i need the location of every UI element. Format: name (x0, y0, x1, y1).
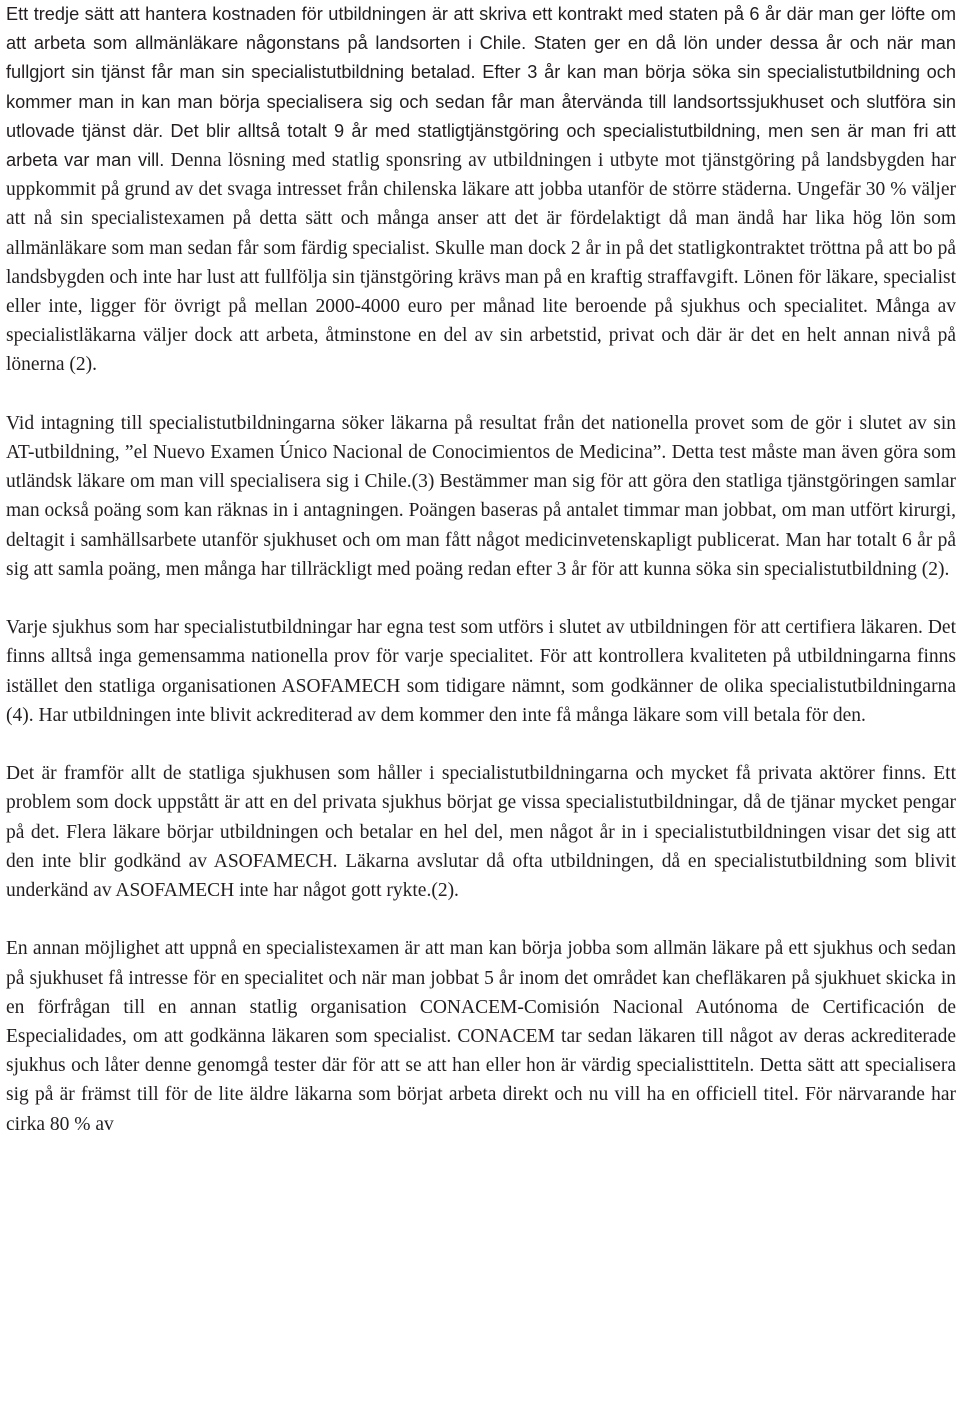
paragraph-certification: Varje sjukhus som har specialistutbildningar har egna test som utförs i slutet av utbildningen för att certifiera läkaren. Det finns alltså inga gemensamma nationella prov för varje specialitet. För att kontrollera kvaliteten på utbildningarna finns istället den statliga organisationen ASOFAMECH som tidigare nämnt, som godkänner de olika specialistutbildningarna (4). Har utbildningen inte blivit ackrediterad av dem kommer den inte få många läkare som vill betala för den. (6, 617, 956, 726)
paragraph-text-serif: Denna lösning med statlig sponsring av utbildningen i utbyte mot tjänstgöring på landsbygden har uppkommit på grund av det svaga intresset från chilenska läkare att jobba utanför de större städerna. Ungefär 30 % väljer att nå sin specialistexamen på detta sätt och många anser att det är fördelaktigt då man ändå har lika hög lön som allmänläkare som man sedan får som färdig specialist. Skulle man dock 2 år in på det statligkontraktet tröttna på att bo på landsbygden och inte har lust att fullfölja sin tjänstgöring krävs man på en kraftig straffavgift. Lönen för läkare, specialist eller inte, ligger för övrigt på mellan 2000-4000 euro per månad lite beroende på sjukhus och specialitet. Många av specialistläkarna väljer dock att arbeta, åtminstone en del av sin arbetstid, privat och där är det en helt annan nivå på lönerna (2). (6, 150, 956, 376)
paragraph-conacem: En annan möjlighet att uppnå en specialistexamen är att man kan börja jobba som allmän läkare på ett sjukhus och sedan på sjukhuset få intresse för en specialitet och när man jobbat 5 år inom det området kan chefläkaren på sjukhuet skicka in en förfrågan till en annan statlig organisation CONACEM-Comisión Nacional Autónoma de Certificación de Especialidades, om att godkänna läkaren som specialist. CONACEM tar sedan läkaren till något av deras ackrediterade sjukhus och låter denne genomgå tester där för att se att han eller hon är värdig specialisttiteln. Detta sätt att specialisera sig på är främst till för de lite äldre läkarna som börjat arbeta direkt och nu vill ha en officiell titel. För närvarande har cirka 80 % av (6, 938, 956, 1135)
paragraph-private-hospitals: Det är framför allt de statliga sjukhusen som håller i specialistutbildningarna och mycket få privata aktörer finns. Ett problem som dock uppstått är att en del privata sjukhus börjat ge vissa specialistutbildningar, då de tjänar mycket pengar på det. Flera läkare börjar utbildningen och betalar en hel del, men något år in i specialistutbildningen visar det sig att den inte blir godkänd av ASOFAMECH. Läkarna avslutar då ofta utbildningen, då en specialistutbildning som blivit underkänd av ASOFAMECH inte har något gott rykte.(2). (6, 763, 956, 902)
paragraph-admission: Vid intagning till specialistutbildningarna söker läkarna på resultat från det nationella provet som de gör i slutet av sin AT-utbildning, ”el Nuevo Examen Único Nacional de Conocimientos de Medicina”. Detta test måste man även göra som utländsk läkare om man vill specialisera sig i Chile.(3) Bestämmer man sig för att göra den statliga tjänstgöringen samlar man också poäng som kan räknas in i antagningen. Poängen baseras på antalet timmar man jobbat, om man utfört kirurgi, deltagit i samhällsarbete utanför sjukhuset och om man fått något medicinvetenskapligt publicerat. Man har totalt 6 år på sig att samla poäng, men många har tillräckligt med poäng redan efter 3 år för att kunna söka sin specialistutbildning (2). (6, 412, 956, 580)
paragraph-state-contract (6, 0, 956, 380)
paragraph-text-sans: Ett tredje sätt att hantera kostnaden för utbildningen är att skriva ett kontrakt med staten på 6 år där man ger löfte om att arbeta som allmänläkare någonstans på landsorten i Chile. Staten ger en då lön under dessa år och när man fullgjort sin tjänst får man sin specialistutbildning betalad. Efter 3 år kan man börja söka sin specialistutbildning och kommer man in kan man börja specialisera sig och sedan får man återvända till landsortssjukhuset och slutföra sin utlovade tjänst där. Det blir alltså totalt 9 år med statligtjänstgöring och specialistutbildning, men sen är man fri att arbeta var man vill. (6, 4, 956, 171)
document-body (6, 0, 956, 1139)
